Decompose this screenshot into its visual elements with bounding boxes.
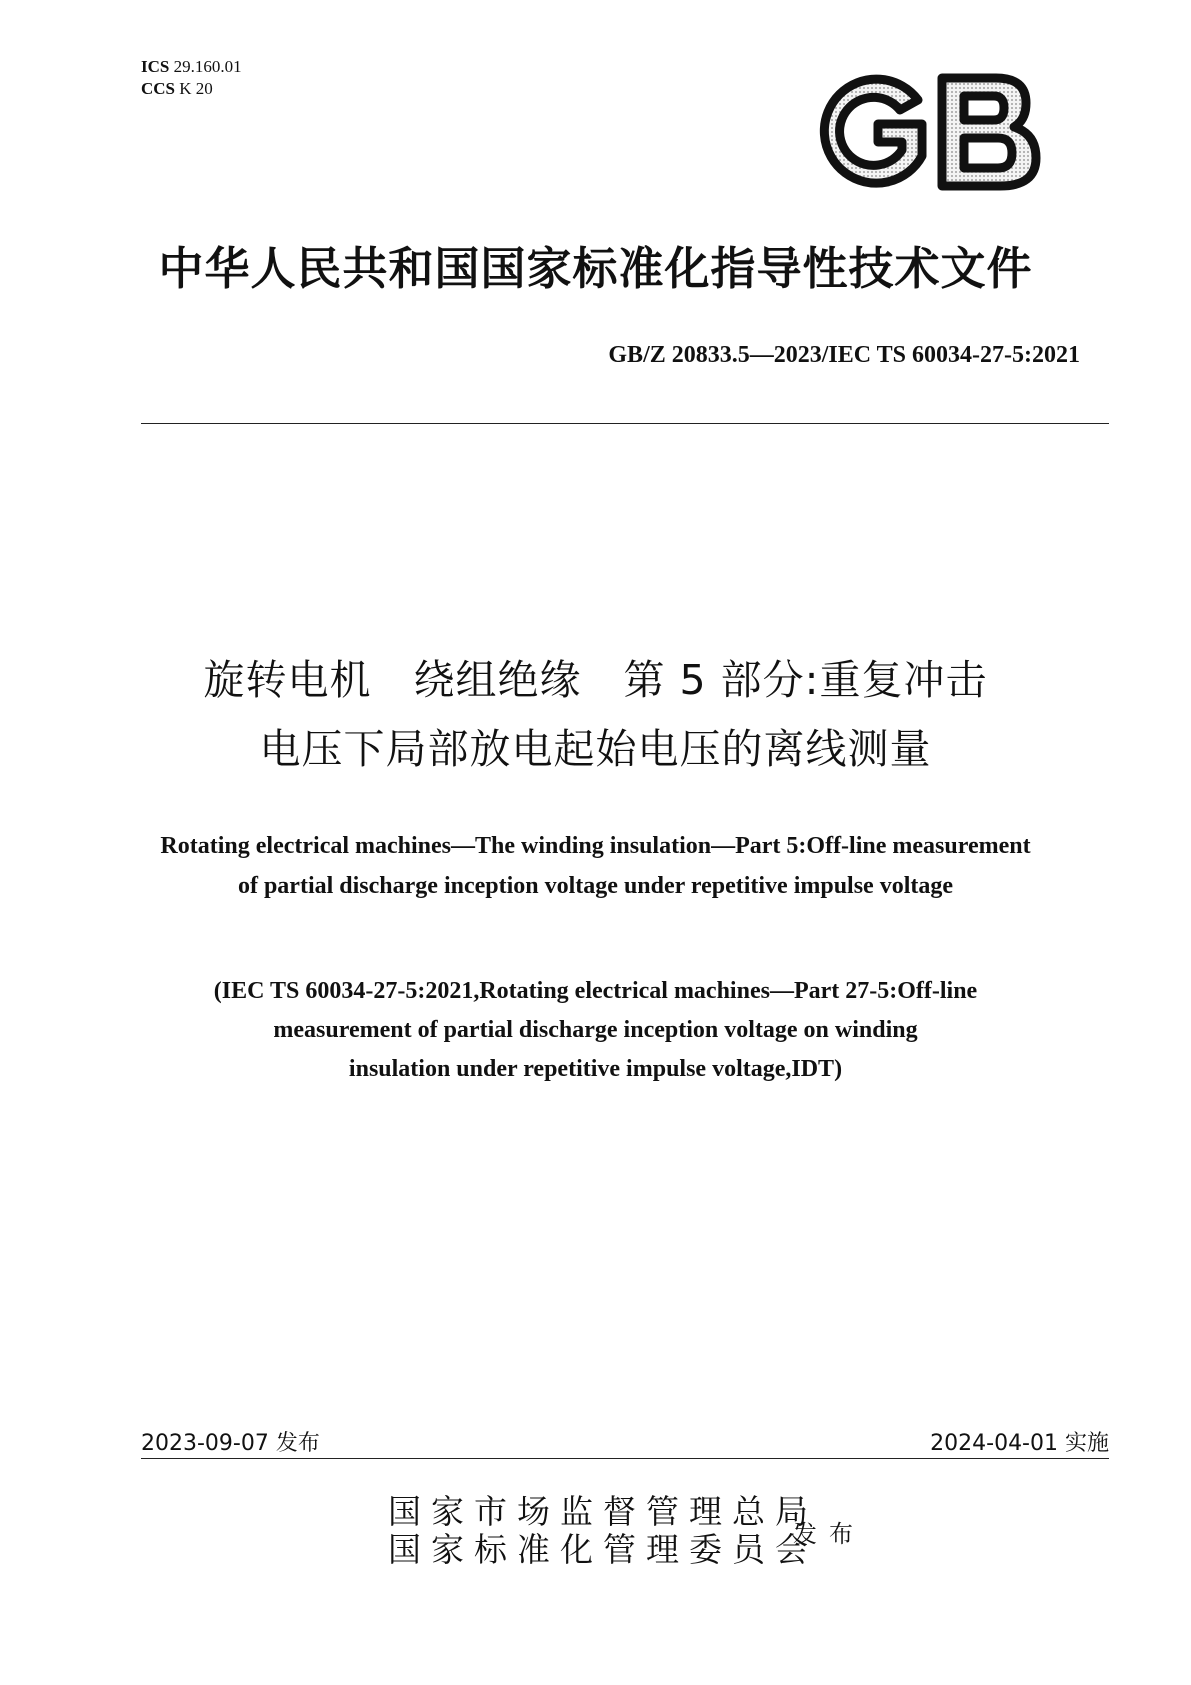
ics-label: ICS: [141, 57, 170, 76]
implementation-date: 2024-04-01 实施: [930, 1431, 1109, 1456]
title-chinese-line-1: 旋转电机 绕组绝缘 第 5 部分:重复冲击: [203, 656, 988, 704]
ics-value: 29.160.01: [173, 57, 242, 76]
title-english: [0, 826, 1191, 906]
document-type-heading: 中华人民共和国国家标准化指导性技术文件: [158, 242, 1033, 295]
bottom-divider: [141, 1458, 1109, 1459]
title-chinese: [0, 646, 1191, 784]
issuer-line-1: 国家市场监督管理总局: [388, 1492, 818, 1531]
gb-logo-text: GB: [818, 70, 820, 71]
top-divider: [141, 423, 1109, 424]
issue-verb: 发布: [793, 1520, 865, 1548]
title-english-line-1: Rotating electrical machines—The winding insulation—Part 5:Off-line measurement: [160, 833, 1031, 859]
ics-code: [141, 56, 242, 78]
ccs-label: CCS: [141, 79, 176, 98]
adoption-line-2: measurement of partial discharge inception voltage on winding: [273, 1017, 918, 1043]
gb-logo: [818, 70, 1046, 192]
adoption-line-3: insulation under repetitive impulse voltage,IDT): [348, 1056, 843, 1082]
adoption-line-1: (IEC TS 60034-27-5:2021,Rotating electrical machines—Part 27-5:Off-line: [213, 978, 978, 1004]
ccs-value: K 20: [179, 79, 213, 98]
title-english-line-2: of partial discharge inception voltage under repetitive impulse voltage: [237, 873, 954, 899]
issuing-authorities: [388, 1493, 818, 1569]
classification-codes: [141, 56, 242, 100]
standard-number: GB/Z 20833.5—2023/IEC TS 60034-27-5:2021: [608, 342, 1080, 368]
issue-date: 2023-09-07 发布: [141, 1431, 320, 1456]
issuer-line-2: 国家标准化管理委员会: [388, 1530, 818, 1569]
title-chinese-line-2: 电压下局部放电起始电压的离线测量: [259, 725, 932, 773]
ccs-code: [141, 78, 242, 100]
adoption-statement: [0, 972, 1191, 1089]
